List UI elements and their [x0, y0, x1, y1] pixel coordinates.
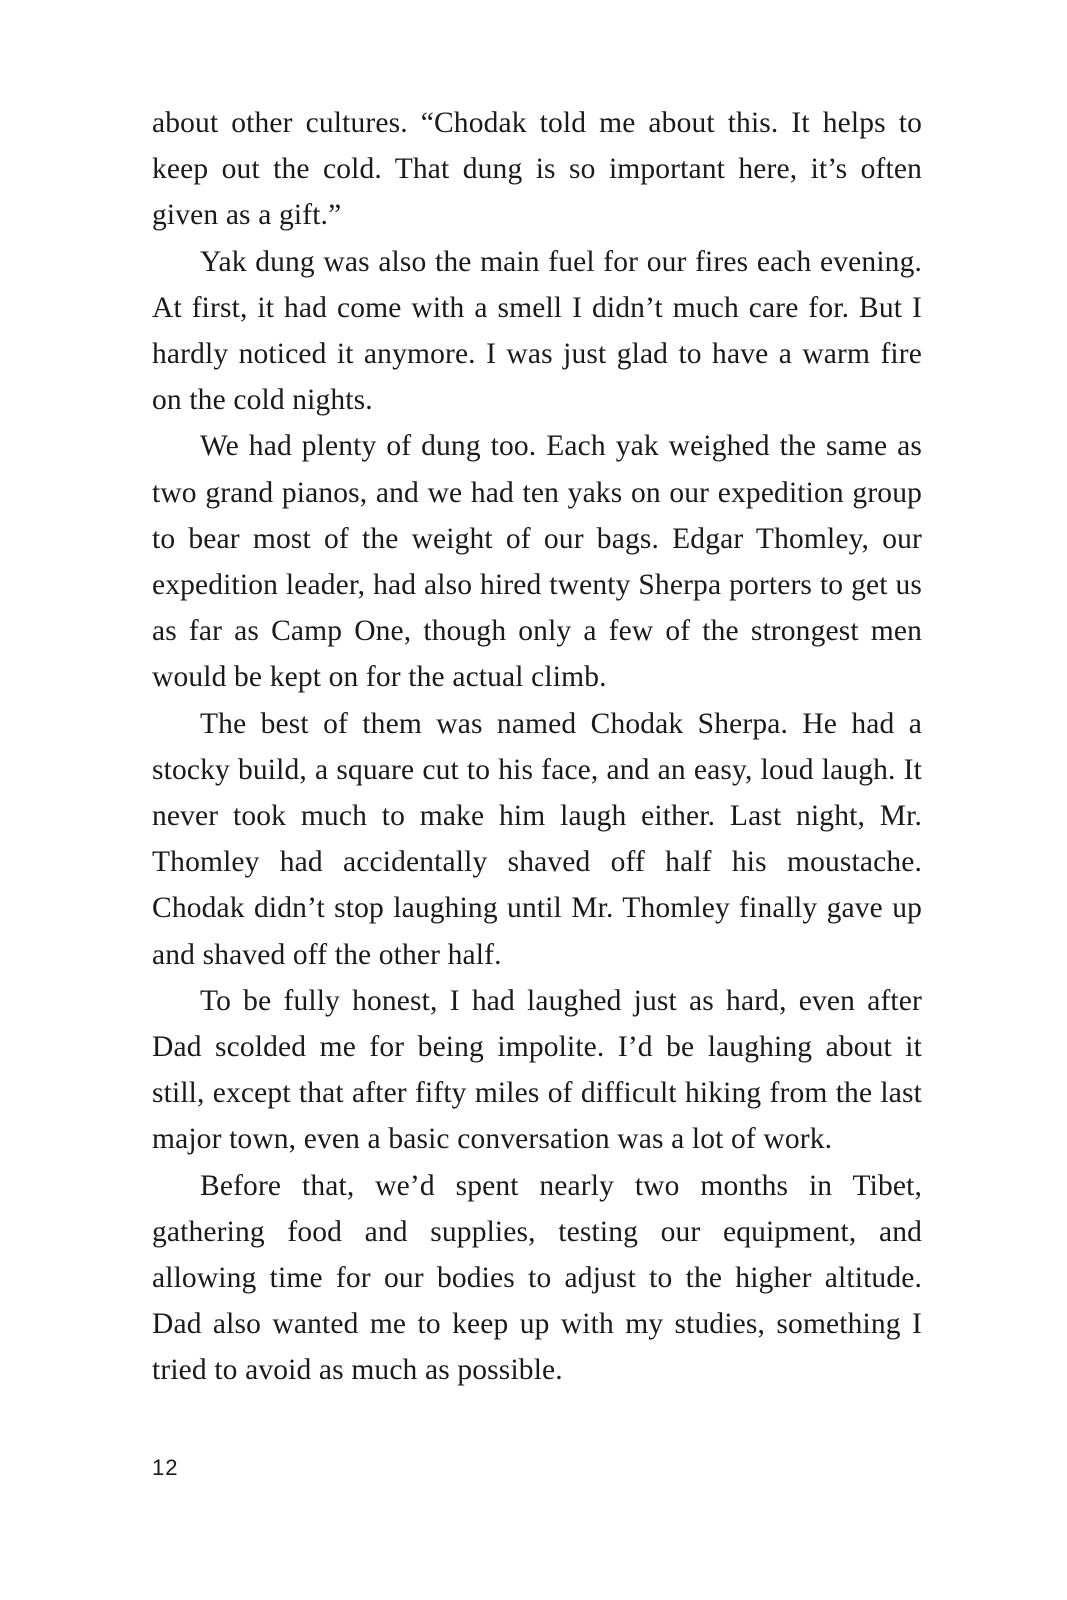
paragraph-6: Before that, we’d spent nearly two months in Tibet, gathering food and supplies, testing our equipment, and allowing time for our bodies to adjust to the higher altitude. Dad also wanted me to keep up with my studies, something I tried to avoid as much as possible. — [152, 1169, 922, 1387]
paragraph-2: Yak dung was also the main fuel for our fires each evening. At first, it had come with a smell I didn’t much care for. But I hardly noticed it anymore. I was just glad to have a warm fire on the cold nights. — [152, 245, 922, 417]
paragraph-4: The best of them was named Chodak Sherpa. He had a stocky build, a square cut to his face, and an easy, loud laugh. It never took much to make him laugh either. Last night, Mr. Thomley had accidentally shaved off half his moustache. Chodak didn’t stop laughing until Mr. Thomley finally gave up and shaved off the other half. — [152, 707, 922, 971]
page-number: 12 — [152, 1455, 179, 1480]
paragraph-1: about other cultures. “Chodak told me about this. It helps to keep out the cold. That dung is so important here, it’s often given as a gift.” — [152, 107, 922, 232]
paragraph-5: To be fully honest, I had laughed just as hard, even after Dad scolded me for being impolite. I’d be laughing about it still, except that after fifty miles of difficult hiking from the last major town, even a basic conversation was a lot of work. — [152, 984, 922, 1156]
body-text — [152, 100, 922, 1394]
paragraph-3: We had plenty of dung too. Each yak weighed the same as two grand pianos, and we had ten yaks on our expedition group to bear most of the weight of our bags. Edgar Thomley, our expedition leader, had also hired twenty Sherpa porters to get us as far as Camp One, though only a few of the strongest men would be kept on for the actual climb. — [152, 430, 922, 694]
